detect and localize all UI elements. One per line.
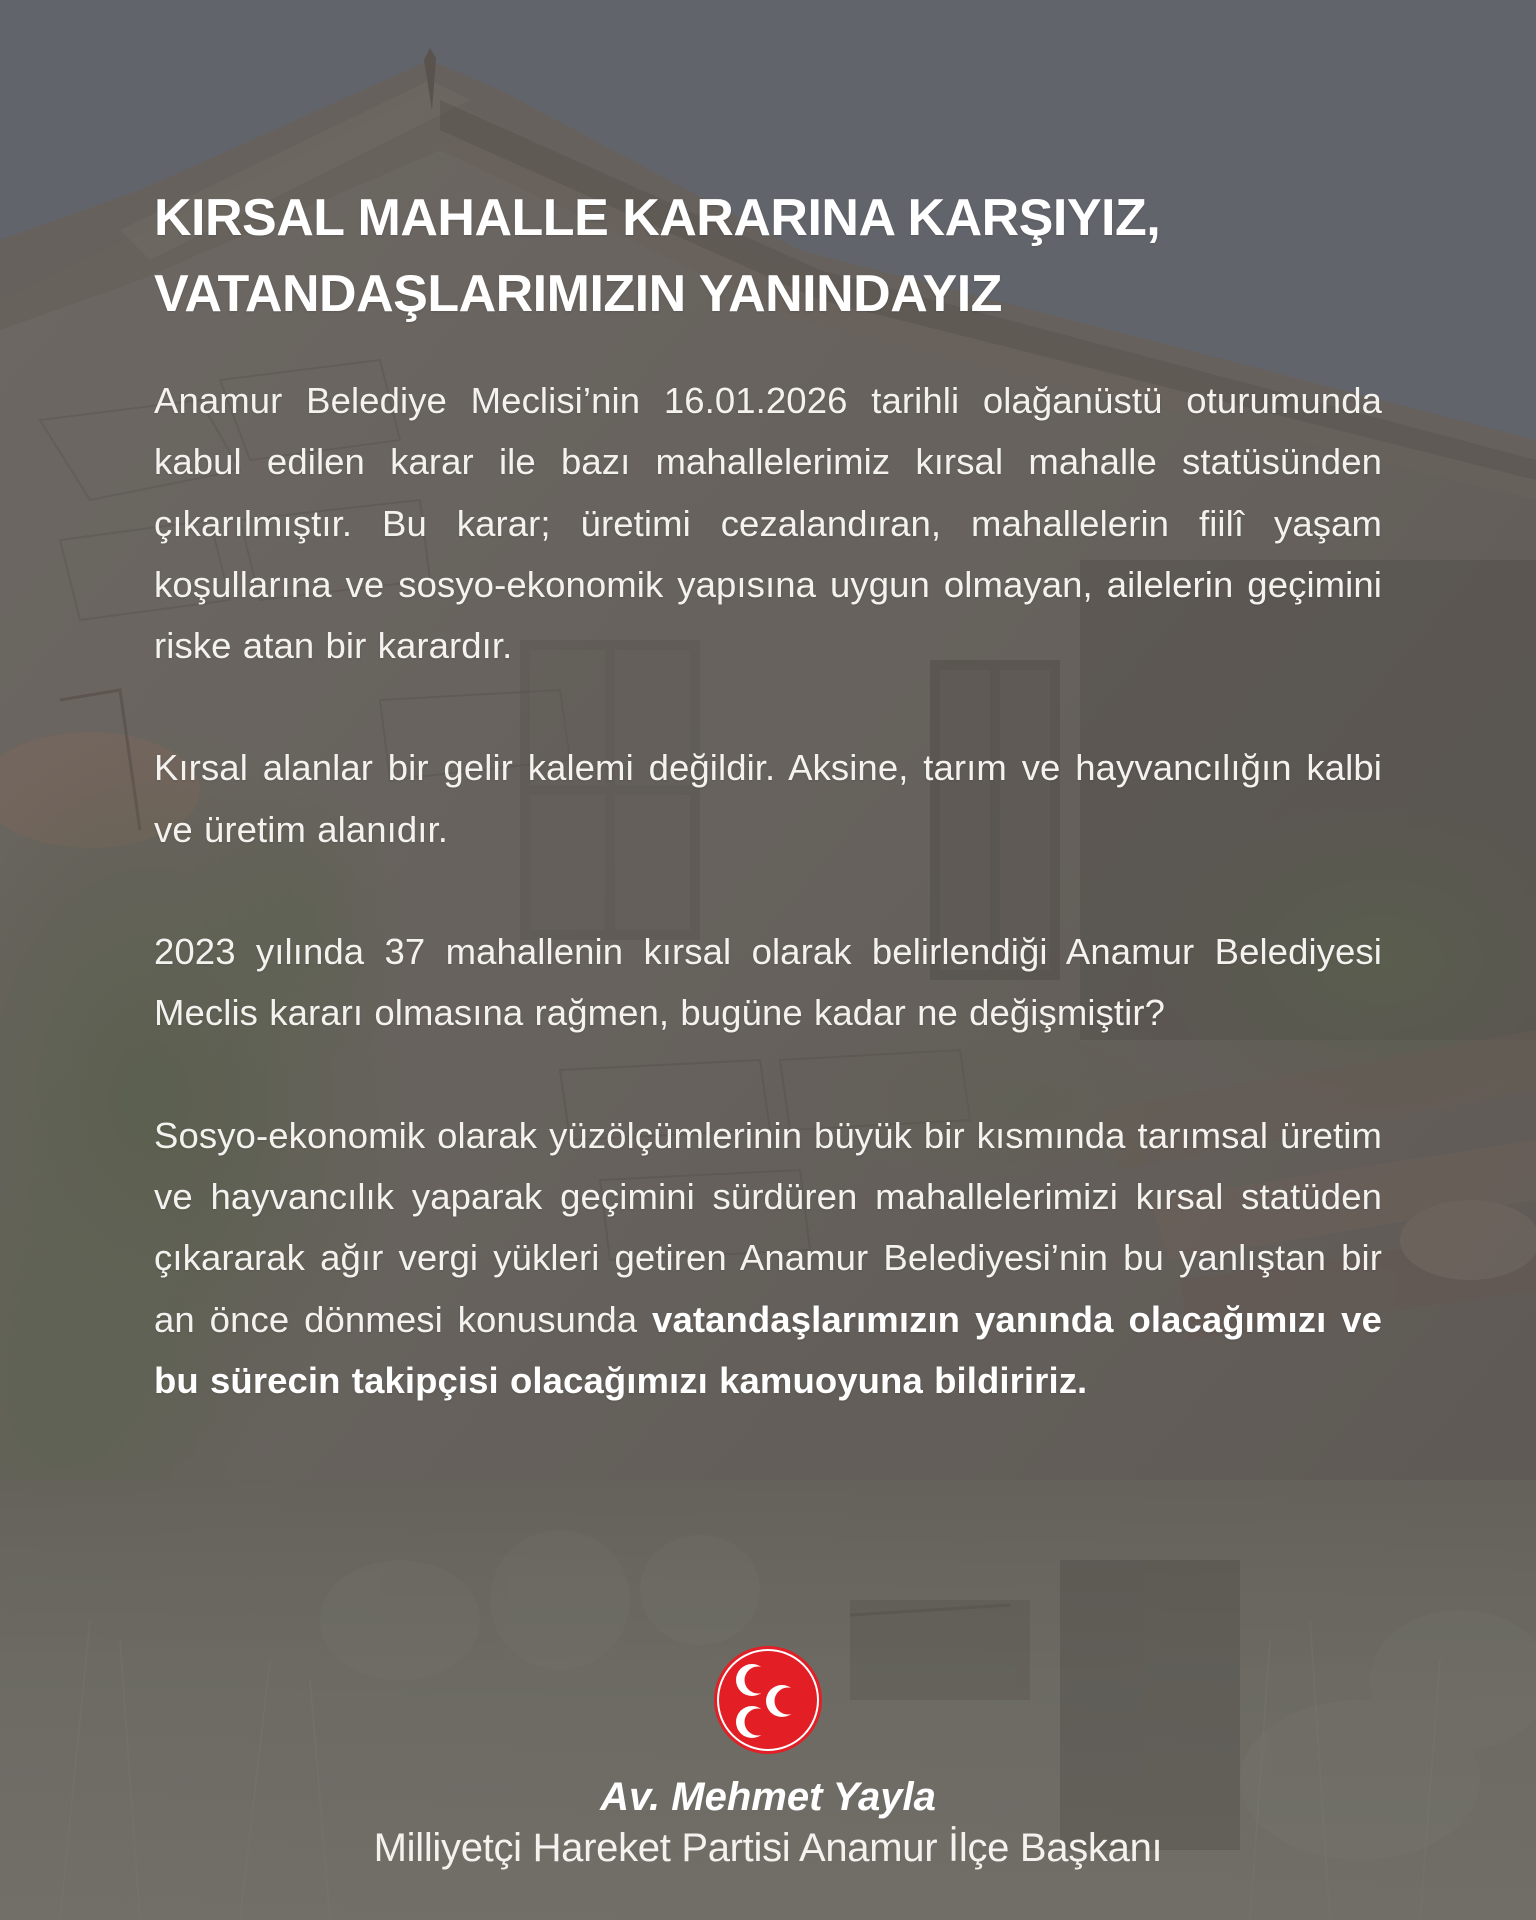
headline-line-1: KIRSAL MAHALLE KARARINA KARŞIYIZ, — [154, 189, 1161, 247]
paragraph-conclusion — [154, 1105, 1382, 1411]
headline-line-2: VATANDAŞLARIMIZIN YANINDAYIZ — [154, 265, 1002, 323]
conclusion-bold-text: vatandaşlarımızın yanında olacağımızı ve bu sürecin takipçisi olacağımızı kamuoyuna bildiririz. — [154, 1298, 1382, 1401]
paragraph-rural-areas: Kırsal alanlar bir gelir kalemi değildir. Aksine, tarım ve hayvancılığın kalbi ve üretim alanıdır. — [154, 747, 1382, 850]
conclusion-regular-text: Sosyo-ekonomik olarak yüzölçümlerinin büyük bir kısmında tarımsal üretim ve hayvancılık yaparak geçimini sürdüren mahallelerimizi kırsal statüden çıkararak ağır vergi yükleri getiren Anamur Belediyesi’nin bu yanlıştan bir an önce dönmesi konusunda — [154, 1114, 1382, 1340]
signatory-name: Av. Mehmet Yayla — [600, 1775, 936, 1819]
signature-block — [0, 1644, 1536, 1873]
headline — [154, 180, 1382, 332]
statement-body — [154, 370, 1382, 1411]
mhp-three-crescents-logo-icon — [712, 1644, 824, 1756]
signatory-position: Milliyetçi Hareket Partisi Anamur İlçe Başkanı — [373, 1826, 1163, 1870]
statement-content — [154, 180, 1382, 1472]
paragraph-decision: Anamur Belediye Meclisi’nin 16.01.2026 tarihli olağanüstü oturumunda kabul edilen karar ile bazı mahallelerimiz kırsal mahalle statüsünden çıkarılmıştır. Bu karar; üretimi cezalandıran, mahallelerin fiilî yaşam koşullarına ve sosyo-ekonomik yapısına uygun olmayan, ailelerin geçimini riske atan bir karardır. — [154, 380, 1382, 667]
paragraph-2023-question: 2023 yılında 37 mahallenin kırsal olarak belirlendiği Anamur Belediyesi Meclis kararı olmasına rağmen, bugüne kadar ne değişmiştir? — [154, 931, 1382, 1034]
